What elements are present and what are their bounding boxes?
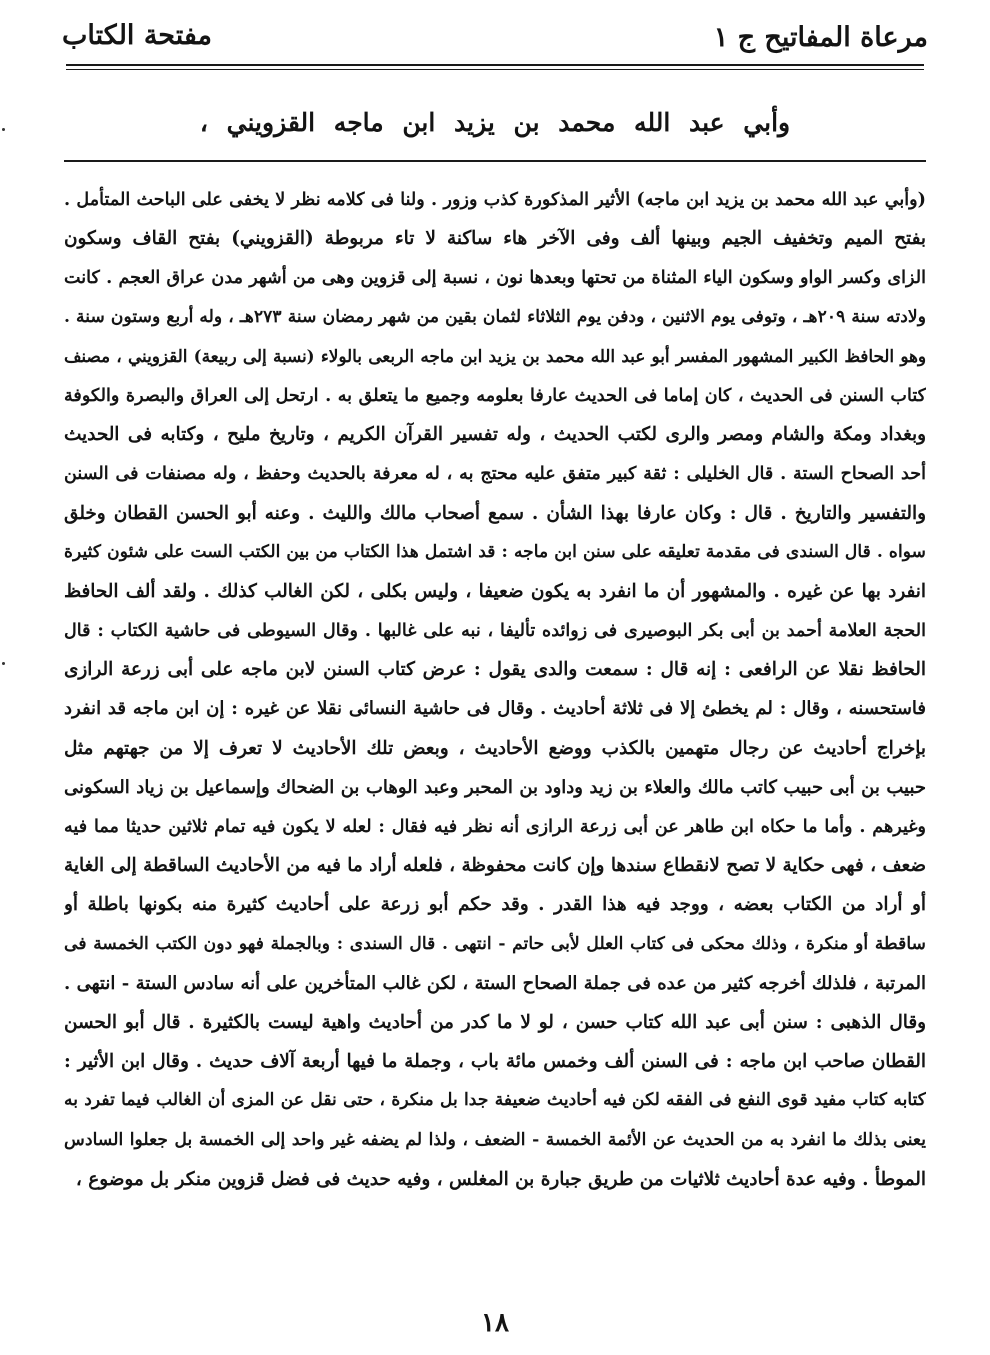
- commentary-line: حبيب بن أبى حبيب كاتب مالك والعلاء بن زيد وداود بن المحبر وعبد الوهاب بن الضحاك وإسماعيل بن زياد السكونى: [64, 776, 926, 798]
- commentary-line: كتابه كتاب مفيد قوى النفع فى الفقه لكن فيه أحاديث ضعيفة جدا بل منكرة ، حتى نقل عن المزى أن الغالب فيما تفرد به: [64, 1090, 926, 1111]
- commentary-line: وبغداد ومكة والشام ومصر والرى لكتب الحديث ، وله تفسير القرآن الكريم ، وتاريخ مليح ، وكتابه فى الحديث: [64, 424, 926, 446]
- page-number: ١٨: [481, 1308, 509, 1338]
- book-title-header: مرعاة المفاتيح ج ١: [713, 22, 928, 53]
- commentary-line: ولادته سنة ٢٠٩هـ ، وتوفى يوم الاثنين ، ودفن يوم الثلاثاء لثمان بقين من شهر رمضان سنة ٢٧٣هـ ، وله أربع وستون سنة .: [64, 306, 926, 327]
- margin-dot: [2, 128, 5, 131]
- commentary-line: سواه . قال السندى فى مقدمة تعليقه على سنن ابن ماجه : قد اشتمل هذا الكتاب من بين الكتب الست على شئون كثيرة: [64, 541, 926, 562]
- commentary-line: الحجة العلامة أحمد بن أبى بكر البوصيرى فى زوائده تأليفا ، نبه على غالبها . وقال السيوطى فى حاشية الكتاب : قال: [64, 620, 926, 642]
- matn-separator-rule: [64, 160, 926, 162]
- commentary-line: أحد الصحاح الستة . قال الخليلى : ثقة كبير متفق عليه محتج به ، له معرفة بالحديث وحفظ ، وله مصنفات فى السنن: [64, 463, 926, 485]
- margin-dot: [2, 662, 5, 665]
- commentary-line: (وأبي عبد الله محمد بن يزيد ابن ماجه) الأثير المذكورة كذب وزور . ولنا فى كلامه نظر لا يخفى على الباحث المتأمل .: [64, 189, 926, 210]
- commentary-line: بفتح الميم وتخفيف الجيم وبينها ألف وفى الآخر هاء ساكنة لا تاء مربوطة (القزويني) بفتح القاف وسكون: [64, 228, 926, 250]
- commentary-line: الموطأ . وفيه عدة أحاديث ثلاثيات من طريق جبارة بن المغلس ، وفيه حديث فى فضل قزوين منكر بل موضوع ،: [75, 1168, 926, 1190]
- matn-text: وأبي عبد الله محمد بن يزيد ابن ماجه القزويني ،: [199, 108, 791, 137]
- chapter-title-header: مفتحة الكتاب: [62, 20, 213, 51]
- commentary-line: وقال الذهبى : سنن أبى عبد الله كتاب حسن ، لو لا ما كدر من أحاديث واهية ليست بالكثيرة . قال أبو الحسن: [64, 1011, 926, 1033]
- commentary-line: القطان صاحب ابن ماجه : فى السنن ألف وخمس مائة باب ، وجملة ما فيها أربعة آلاف حديث . وقال ابن الأثير :: [64, 1051, 926, 1073]
- commentary-line: فاستحسنه ، وقال : لم يخطئ إلا فى ثلاثة أحاديث . وقال فى حاشية النسائى نقلا عن غيره : إن ابن ماجه قد انفرد: [64, 698, 926, 720]
- commentary-line: بإخراج أحاديث عن رجال متهمين بالكذب ووضع الأحاديث ، وبعض تلك الأحاديث لا تعرف إلا من جهتهم مثل: [64, 737, 926, 759]
- commentary-line: وغيرهم . وأما ما حكاه ابن طاهر عن أبى زرعة الرازى أنه نظر فيه فقال : لعله لا يكون فيه تمام ثلاثين حديثا مما فيه: [64, 816, 926, 837]
- commentary-line: كتاب السنن فى الحديث ، كان إماما فى الحديث عارفا بعلومه وجميع ما يتعلق به . ارتحل إلى العراق والبصرة والكوفة: [64, 384, 926, 406]
- commentary-line: انفرد بها عن غيره . والمشهور أن ما انفرد به يكون ضعيفا ، وليس بكلى ، لكن الغالب كذلك . ولقد ألف الحافظ: [64, 580, 926, 602]
- commentary-line: المرتبة ، فلذلك أخرجه كثير من عده فى جملة الصحاح الستة ، لكن غالب المتأخرين على أنه سادس الستة - انتهى .: [64, 972, 926, 994]
- commentary-line: الحافظ نقلا عن الرافعى : إنه قال : سمعت والدى يقول : عرض كتاب السنن لابن ماجه على أبى زرعة الرازى: [64, 659, 926, 681]
- commentary-line: أو أراد من الكتاب بعضه ، ووجد فيه هذا القدر . وقد حكم أبو زرعة على أحاديث كثيرة منه بكونها باطلة أو: [64, 894, 926, 916]
- header-rule: [66, 64, 924, 66]
- commentary-line: والتفسير والتاريخ . قال : وكان عارفا بهذا الشأن . سمع أصحاب مالك والليث . وعنه أبو الحسن القطان وخلق: [64, 502, 926, 524]
- header-rule-thin: [66, 69, 924, 70]
- commentary-line: وهو الحافظ الكبير المشهور المفسر أبو عبد الله محمد بن يزيد ابن ماجه الربعى بالولاء (نسبة إلى ربيعة) القزويني ، مصنف: [64, 345, 926, 366]
- running-header: [62, 16, 928, 56]
- commentary-line: ساقطة أو منكرة ، وذلك محكى فى كتاب العلل لأبى حاتم - انتهى . قال السندى : وبالجملة فهو دون الكتب الخمسة فى: [64, 933, 926, 954]
- commentary-line: ضعف ، فهى حكاية لا تصح لانقطاع سندها وإن كانت محفوظة ، فلعله أراد ما فيه من الأحاديث الساقطة إلى الغاية: [64, 855, 926, 877]
- commentary-body: [64, 180, 926, 1199]
- commentary-line: يعنى بذلك ما انفرد به من الحديث عن الأئمة الخمسة - الضعف ، ولذا لم يضفه غير واحد إلى الخمسة بل جعلوا السادس: [64, 1129, 926, 1150]
- commentary-line: الزاى وكسر الواو وسكون الياء المثناة من تحتها وبعدها نون ، نسبة إلى قزوين وهى من أشهر مدن عراق العجم . كانت: [64, 267, 926, 289]
